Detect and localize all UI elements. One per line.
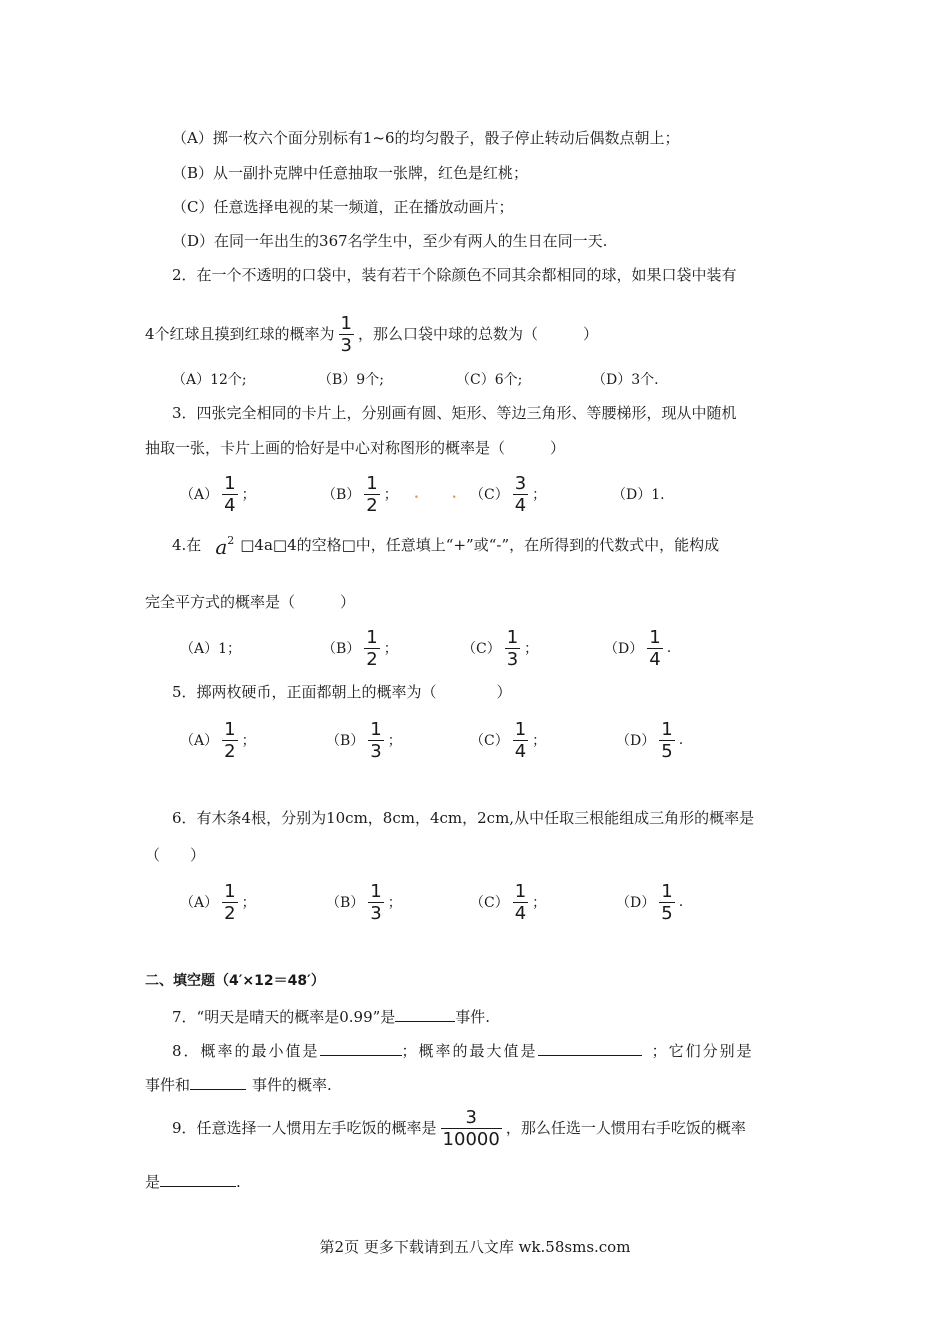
- q4-prefix: 4.在: [172, 536, 202, 554]
- q8-line2-after: 事件的概率.: [252, 1076, 332, 1094]
- q9-line2-after: .: [236, 1173, 241, 1191]
- q8-line1: [172, 1039, 754, 1061]
- q5-option-b: （B） $\frac{1}{3}$ ；: [326, 718, 402, 762]
- q9-before: 9．任意选择一人惯用左手吃饭的概率是: [172, 1119, 437, 1137]
- q8-before: 8．概率的最小值是: [172, 1042, 320, 1060]
- q9-after: ，那么任选一人惯用右手吃饭的概率: [505, 1119, 746, 1137]
- q8-line2: [145, 1073, 332, 1095]
- q4-option-c: （C） $\frac{1}{3}$ ；: [462, 626, 539, 670]
- q6-option-c-frac: $\frac{1}{4}$: [514, 880, 527, 924]
- q8-blank-event: [190, 1073, 246, 1090]
- q2-line2: [145, 312, 598, 356]
- q8-middle: ；概率的最大值是: [401, 1042, 538, 1060]
- q6-option-a: （A） $\frac{1}{2}$ ；: [180, 880, 256, 924]
- q9-frac-den: 10000: [442, 1128, 500, 1150]
- q1-option-b: （B）从一副扑克牌中任意抽取一张牌，红色是红桃；: [172, 164, 529, 182]
- q3-option-b-frac: $\frac{1}{2}$: [366, 472, 378, 516]
- q2-option-d: （D）3个.: [592, 372, 659, 388]
- q5-option-a-frac: $\frac{1}{2}$: [224, 718, 236, 762]
- q2-option-b: （B）9个;: [318, 372, 384, 388]
- q5-option-b-frac: $\frac{1}{3}$: [370, 718, 382, 762]
- q3-line1: 3．四张完全相同的卡片上，分别画有圆、矩形、等边三角形、等腰梯形，现从中随机: [172, 404, 737, 422]
- q4-line2: 完全平方式的概率是（ ）: [145, 593, 356, 611]
- q6-option-d-frac: $\frac{1}{5}$: [661, 880, 673, 924]
- q6-line1: 6．有木条4根，分别为10cm，8cm，4cm，2cm,从中任取三根能组成三角形的概率是: [172, 809, 755, 827]
- q4-option-a: （A）1；: [180, 641, 242, 657]
- q9-frac-num: 3: [465, 1106, 477, 1128]
- q5-option-d-frac: $\frac{1}{5}$: [661, 718, 673, 762]
- q4-expression: □4a□4的空格□中，任意填上“+”或“-”，在所得到的代数式中，能构成: [240, 536, 720, 554]
- q3-options: [0, 469, 950, 519]
- q4-option-b: （B） $\frac{1}{2}$ ；: [322, 626, 398, 670]
- q3-option-c-frac: $\frac{3}{4}$: [514, 472, 527, 516]
- q3-option-d: （D）1.: [612, 487, 665, 503]
- q2-line2-after: ，那么口袋中球的总数为（ ）: [358, 325, 599, 343]
- q2-frac-den: 3: [340, 334, 352, 356]
- q5-option-c: （C） $\frac{1}{4}$ ；: [470, 718, 547, 762]
- q2-option-a: （A）12个;: [172, 372, 247, 388]
- q4-variable: $a^2$: [215, 534, 235, 559]
- page-footer: 第2页 更多下载请到五八文库 wk.58sms.com: [319, 1238, 631, 1256]
- q4-option-c-frac: $\frac{1}{3}$: [506, 626, 519, 670]
- q2-frac-num: 1: [340, 312, 352, 334]
- q5-options: [0, 715, 950, 765]
- q8-blank-max: [538, 1039, 642, 1056]
- q8-line2-before: 事件和: [145, 1076, 191, 1094]
- q9-fraction: [441, 1107, 502, 1150]
- q9-line2-before: 是: [145, 1173, 161, 1191]
- q4-options: [0, 623, 950, 673]
- q5-option-a: （A） $\frac{1}{2}$ ；: [180, 718, 256, 762]
- q9-blank: [160, 1170, 236, 1187]
- q8-blank-min: [320, 1039, 402, 1056]
- q5-option-d: （D） $\frac{1}{5}$ .: [616, 718, 684, 762]
- q9-line1: [172, 1104, 746, 1152]
- q6-line2: （ ）: [145, 846, 206, 864]
- q6-option-b: （B） $\frac{1}{3}$ ；: [326, 880, 402, 924]
- q4-line1: [172, 530, 719, 560]
- q1-option-a: （A）掷一枚六个面分别标有1~6的均匀骰子，骰子停止转动后偶数点朝上；: [172, 129, 680, 147]
- q2-fraction: [339, 313, 354, 356]
- q6-option-b-frac: $\frac{1}{3}$: [370, 880, 382, 924]
- q3-option-a: （A） $\frac{1}{4}$ ；: [180, 472, 256, 516]
- q7-after: 事件.: [455, 1008, 491, 1026]
- q3-decorative-dots: . .: [414, 486, 471, 502]
- q7-before: 7．“明天是晴天的概率是0.99”是: [172, 1008, 396, 1026]
- q4-option-d-frac: $\frac{1}{4}$: [649, 626, 661, 670]
- q4-option-d: （D） $\frac{1}{4}$ .: [604, 626, 672, 670]
- q2-line2-before: 4个红球且摸到红球的概率为: [145, 325, 335, 343]
- q9-line2: [145, 1170, 241, 1192]
- q3-line2: 抽取一张，卡片上画的恰好是中心对称图形的概率是（ ）: [145, 439, 566, 457]
- q1-option-d: （D）在同一年出生的367名学生中，至少有两人的生日在同一天.: [172, 232, 608, 250]
- q2-line1: 2．在一个不透明的口袋中，装有若干个除颜色不同其余都相同的球，如果口袋中装有: [172, 266, 737, 284]
- q6-options: [0, 877, 950, 927]
- q6-option-d: （D） $\frac{1}{5}$ .: [616, 880, 684, 924]
- q6-option-a-frac: $\frac{1}{2}$: [224, 880, 236, 924]
- q4-option-b-frac: $\frac{1}{2}$: [366, 626, 378, 670]
- section-heading-fill-in: 二、填空题（4′×12＝48′）: [145, 973, 325, 989]
- q2-options: [0, 354, 950, 404]
- q5-option-c-frac: $\frac{1}{4}$: [514, 718, 527, 762]
- q5-line1: 5．掷两枚硬币，正面都朝上的概率为（ ）: [172, 683, 512, 701]
- q1-option-c: （C）任意选择电视的某一频道，正在播放动画片；: [172, 198, 514, 216]
- q3-option-c: （C） $\frac{3}{4}$ ；: [470, 472, 547, 516]
- q7-blank: [395, 1005, 455, 1022]
- q3-option-a-frac: $\frac{1}{4}$: [224, 472, 236, 516]
- q7-line: [172, 1005, 490, 1027]
- q6-option-c: （C） $\frac{1}{4}$ ；: [470, 880, 547, 924]
- q8-after: ；它们分别是: [651, 1042, 754, 1060]
- q2-option-c: （C）6个;: [456, 372, 523, 388]
- q3-option-b: （B） $\frac{1}{2}$ ；: [322, 472, 398, 516]
